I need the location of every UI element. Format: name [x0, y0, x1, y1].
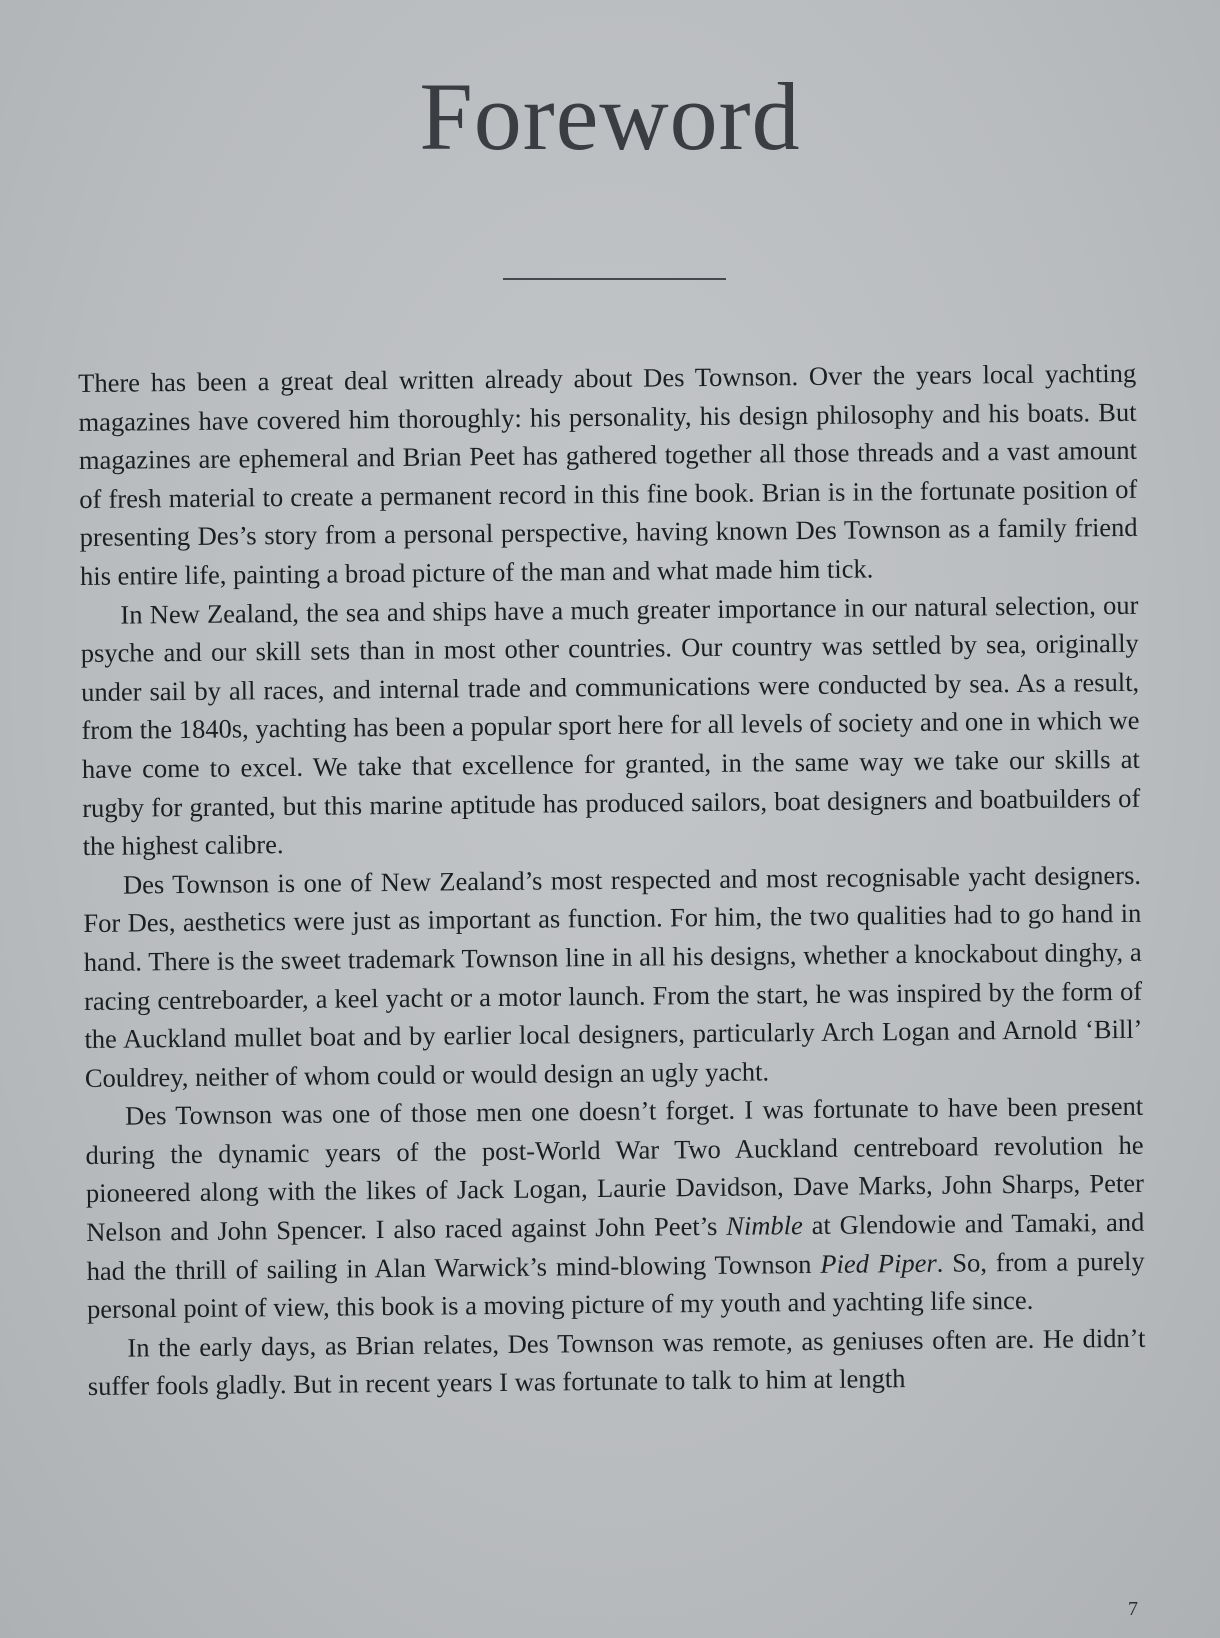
paragraph-text: Des Townson was one of those men one doesn’t forget. I was fortunate to have been present during the dynamic years of the post-World War Two Auckland centreboard revolution he pioneered along with the likes of Jack Logan, Laurie Davidson, Dave Marks, John Sharps, Peter Nelson and John Spencer. I also raced against John Peet’s [85, 1091, 1145, 1248]
foreword-body [78, 354, 1146, 1406]
paragraph-text: . So, from a purely personal point of view, this book is a moving picture of my youth and yachting life since. [86, 1245, 1145, 1325]
paragraph-4 [85, 1087, 1145, 1329]
paragraph-text: at Glendowie and Tamaki, and had the thrill of sailing in Alan Warwick’s mind-blowing Townson [86, 1206, 1145, 1286]
boat-name-nimble: Nimble [726, 1210, 803, 1241]
page-number: 7 [1128, 1598, 1138, 1620]
boat-name-pied-piper: Pied Piper [820, 1247, 937, 1279]
paragraph-text: There has been a great deal written already about Des Townson. Over the years local yachting magazines have covered him thoroughly: his personality, his design philosophy and his boats. But magazines are ephemeral and Brian Peet has gathered together all those threads and a vast amount of fresh material to create a permanent record in this fine book. Brian is in the fortunate position of presenting Des’s story from a personal perspective, having known Des Townson as a family friend his entire life, painting a broad picture of the man and what made him tick. [78, 357, 1138, 591]
title-divider [503, 278, 726, 280]
page-title: Foreword [419, 63, 801, 170]
paragraph-text: Des Townson is one of New Zealand’s most respected and most recognisable yacht designers. For Des, aesthetics were just as important as function. For him, the two qualities had to go hand in hand. There is the sweet trademark Townson line in all his designs, whether a knockabout dinghy, a racing centreboarder, a keel yacht or a motor launch. From the start, he was inspired by the form of the Auckland mullet boat and by earlier local designers, particularly Arch Logan and Arnold ‘Bill’ Couldrey, neither of whom could or would design an ugly yacht. [83, 859, 1143, 1093]
paragraph-3 [83, 856, 1143, 1098]
paragraph-text: In New Zealand, the sea and ships have a much greater importance in our natural selection, our psyche and our skill sets than in most other countries. Our country was settled by sea, originally under sail by all races, and internal trade and communications were conducted by sea. As a result, from the 1840s, yachting has been a popular sport here for all levels of society and one in which we have come to excel. We take that excellence for granted, in the same way we take our skills at rugby for granted, but this marine aptitude has produced sailors, boat designers and boatbuilders of the highest calibre. [80, 589, 1141, 862]
paragraph-5 [87, 1319, 1146, 1406]
paragraph-1 [78, 354, 1138, 596]
paragraph-text: In the early days, as Brian relates, Des Townson was remote, as geniuses often are. He didn’t suffer fools gladly. But in recent years I was fortunate to talk to him at length [87, 1322, 1146, 1402]
paragraph-2 [80, 585, 1141, 865]
